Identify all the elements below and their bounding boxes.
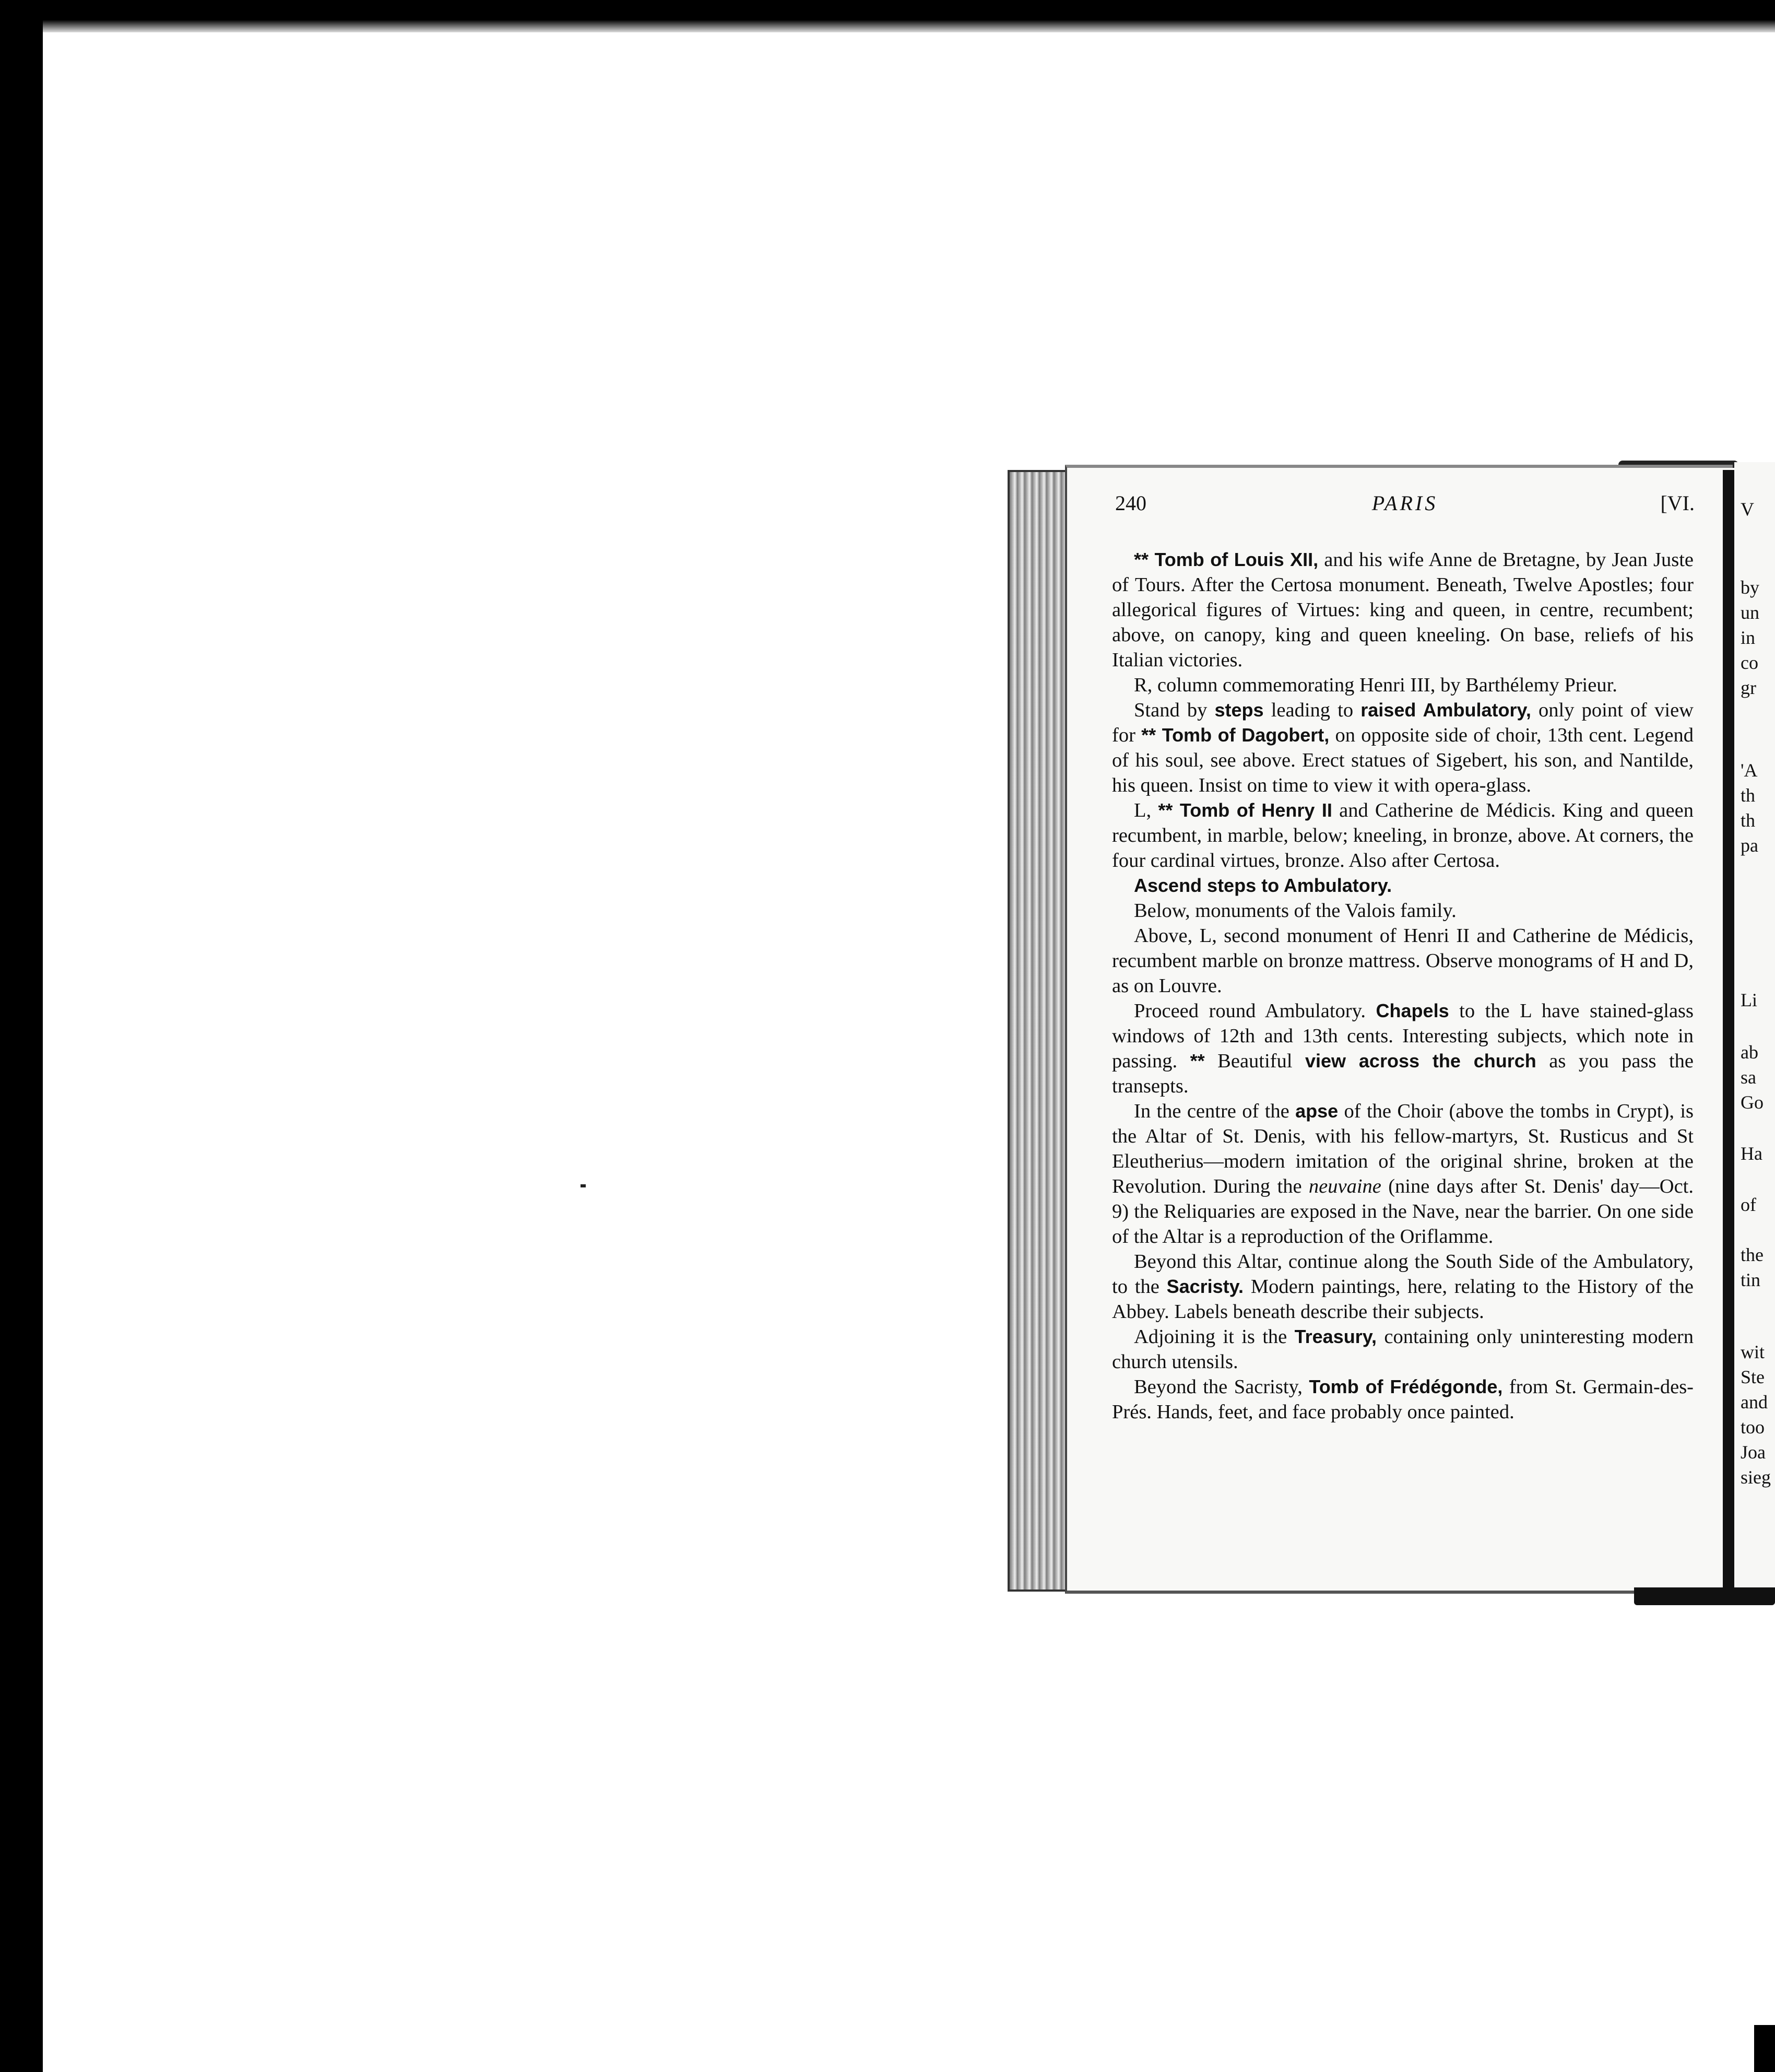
bold-term: view across the church: [1305, 1050, 1536, 1072]
scan-corner: [1754, 2025, 1775, 2072]
text-run: (nine days after St. Denis' day—Oct. 9) the Reliquaries are exposed in the Nave, near the barrier. On one side of the Altar is a reproduction of the Oriflamme.: [1112, 1175, 1694, 1247]
running-head: [1115, 491, 1695, 520]
facing-page-text: co: [1741, 652, 1758, 673]
facing-page-text: 'A: [1741, 760, 1758, 781]
facing-page-fragment: [1734, 462, 1775, 1600]
text-run: and Catherine de Médicis. King and queen recumbent, in marble, below; kneeling, in bronze, above. At corners, the four cardinal virtues, bronze. Also after Certosa.: [1112, 799, 1694, 872]
bold-term: ** Tomb of Dagobert,: [1141, 724, 1330, 746]
paragraph: [1112, 923, 1694, 998]
text-run: Below, monuments of the Valois family.: [1134, 900, 1457, 922]
facing-page-text: tin: [1741, 1269, 1761, 1290]
text-run: and his wife Anne de Bretagne, by Jean Juste of Tours. After the Certosa monument. Beneath, Twelve Apostles; four allegorical figures of Virtues: king and queen, in centre, recumbent; above, on canopy, king and queen kneeling. On base, reliefs of his Italian victories.: [1112, 549, 1694, 671]
facing-page-text: th: [1741, 810, 1756, 831]
bold-term: Ascend steps to Ambulatory.: [1134, 875, 1392, 896]
facing-page-text: pa: [1741, 835, 1758, 856]
text-run: Adjoining it is the: [1134, 1326, 1295, 1348]
bold-term: **: [1190, 1050, 1205, 1072]
paragraph: [1112, 798, 1694, 873]
facing-page-text: sa: [1741, 1067, 1756, 1088]
text-run: Modern paintings, here, relating to the History of the Abbey. Labels beneath describe their subjects.: [1112, 1276, 1694, 1323]
facing-page-text: Ste: [1741, 1367, 1765, 1387]
text-run: containing only uninteresting modern church utensils.: [1112, 1326, 1694, 1373]
facing-page-text: Joa: [1741, 1442, 1766, 1463]
paragraph: [1112, 1249, 1694, 1324]
text-run: Beyond the Sacristy,: [1134, 1376, 1309, 1398]
text-run: L,: [1134, 799, 1158, 821]
text-run: R, column commemorating Henri III, by Barthélemy Prieur.: [1134, 674, 1617, 696]
bold-term: Treasury,: [1294, 1326, 1377, 1347]
book-gutter: [1723, 470, 1734, 1593]
scan-speck: [581, 1184, 586, 1187]
bold-term: Sacristy.: [1166, 1276, 1244, 1297]
italic-term: neuvaine: [1308, 1175, 1381, 1197]
facing-page-text: sieg: [1741, 1467, 1771, 1488]
bold-term: ** Tomb of Louis XII,: [1134, 549, 1319, 570]
text-run: Beyond this Altar, continue along the South Side of the Ambulatory, to the: [1112, 1251, 1694, 1298]
facing-page-text: by: [1741, 577, 1759, 598]
running-title: PARIS: [1371, 491, 1438, 515]
chapter-mark: [VI.: [1660, 491, 1695, 515]
paragraph: [1112, 673, 1694, 698]
facing-page-text: gr: [1741, 677, 1756, 698]
paragraph: [1112, 698, 1694, 798]
bold-term: Chapels: [1376, 1000, 1449, 1021]
paragraph: [1112, 1374, 1694, 1424]
scan-border-top: [43, 0, 1775, 32]
text-run: from St. Germain-des-Prés. Hands, feet, and face probably once painted.: [1112, 1376, 1694, 1423]
text-run: on opposite side of choir, 13th cent. Legend of his soul, see above. Erect statues of Sigebert, his son, and Nantilde, his queen. Insist on time to view it with opera-glass.: [1112, 724, 1694, 796]
text-run: of the Choir (above the tombs in Crypt), is the Altar of St. Denis, with his fellow-martyrs, St. Rusticus and St Eleutherius—modern imitation of the original shrine, broken at the Revolution. During the: [1112, 1100, 1694, 1197]
facing-page-text: too: [1741, 1417, 1765, 1438]
page-body-text: [1112, 547, 1694, 1424]
paragraph: [1112, 998, 1694, 1099]
facing-page-text: in: [1741, 627, 1756, 648]
book-bottom-shadow: [1634, 1587, 1775, 1605]
bold-term: raised Ambulatory,: [1360, 699, 1531, 721]
text-run: In the centre of the: [1134, 1100, 1296, 1122]
text-run: leading to: [1263, 699, 1361, 721]
bold-term: Tomb of Frédégonde,: [1309, 1376, 1503, 1397]
bold-term: steps: [1214, 699, 1264, 721]
facing-page-text: un: [1741, 602, 1759, 623]
book-page-edges: [1008, 470, 1070, 1592]
text-run: Proceed round Ambulatory.: [1134, 1000, 1376, 1022]
facing-page-text: V: [1741, 499, 1754, 520]
paragraph: [1112, 1324, 1694, 1374]
text-run: Above, L, second monument of Henri II and Catherine de Médicis, recumbent marble on bronze mattress. Observe monograms of H and D, as on Louvre.: [1112, 925, 1694, 997]
facing-page-text: of: [1741, 1194, 1756, 1215]
bold-term: ** Tomb of Henry II: [1158, 799, 1332, 821]
facing-page-text: Li: [1741, 990, 1757, 1010]
facing-page-text: wit: [1741, 1341, 1765, 1362]
facing-page-text: ab: [1741, 1042, 1758, 1063]
facing-page-text: th: [1741, 785, 1756, 806]
text-run: to the L have stained-glass windows of 12th and 13th cents. Interesting subjects, which note in passing.: [1112, 1000, 1694, 1072]
facing-page-text: the: [1741, 1244, 1764, 1265]
text-run: Beautiful: [1204, 1050, 1305, 1072]
paragraph: [1112, 1099, 1694, 1249]
paragraph: [1112, 898, 1694, 923]
text-run: only point of view for: [1112, 699, 1694, 746]
facing-page-text: and: [1741, 1392, 1768, 1412]
scan-border-left: [0, 0, 43, 2072]
paragraph: [1112, 547, 1694, 673]
bold-term: apse: [1295, 1100, 1339, 1122]
text-run: as you pass the transepts.: [1112, 1050, 1694, 1097]
text-run: Stand by: [1134, 699, 1215, 721]
paragraph: [1112, 873, 1694, 898]
page-number: 240: [1115, 491, 1146, 515]
facing-page-text: Go: [1741, 1092, 1764, 1113]
facing-page-text: Ha: [1741, 1143, 1762, 1164]
